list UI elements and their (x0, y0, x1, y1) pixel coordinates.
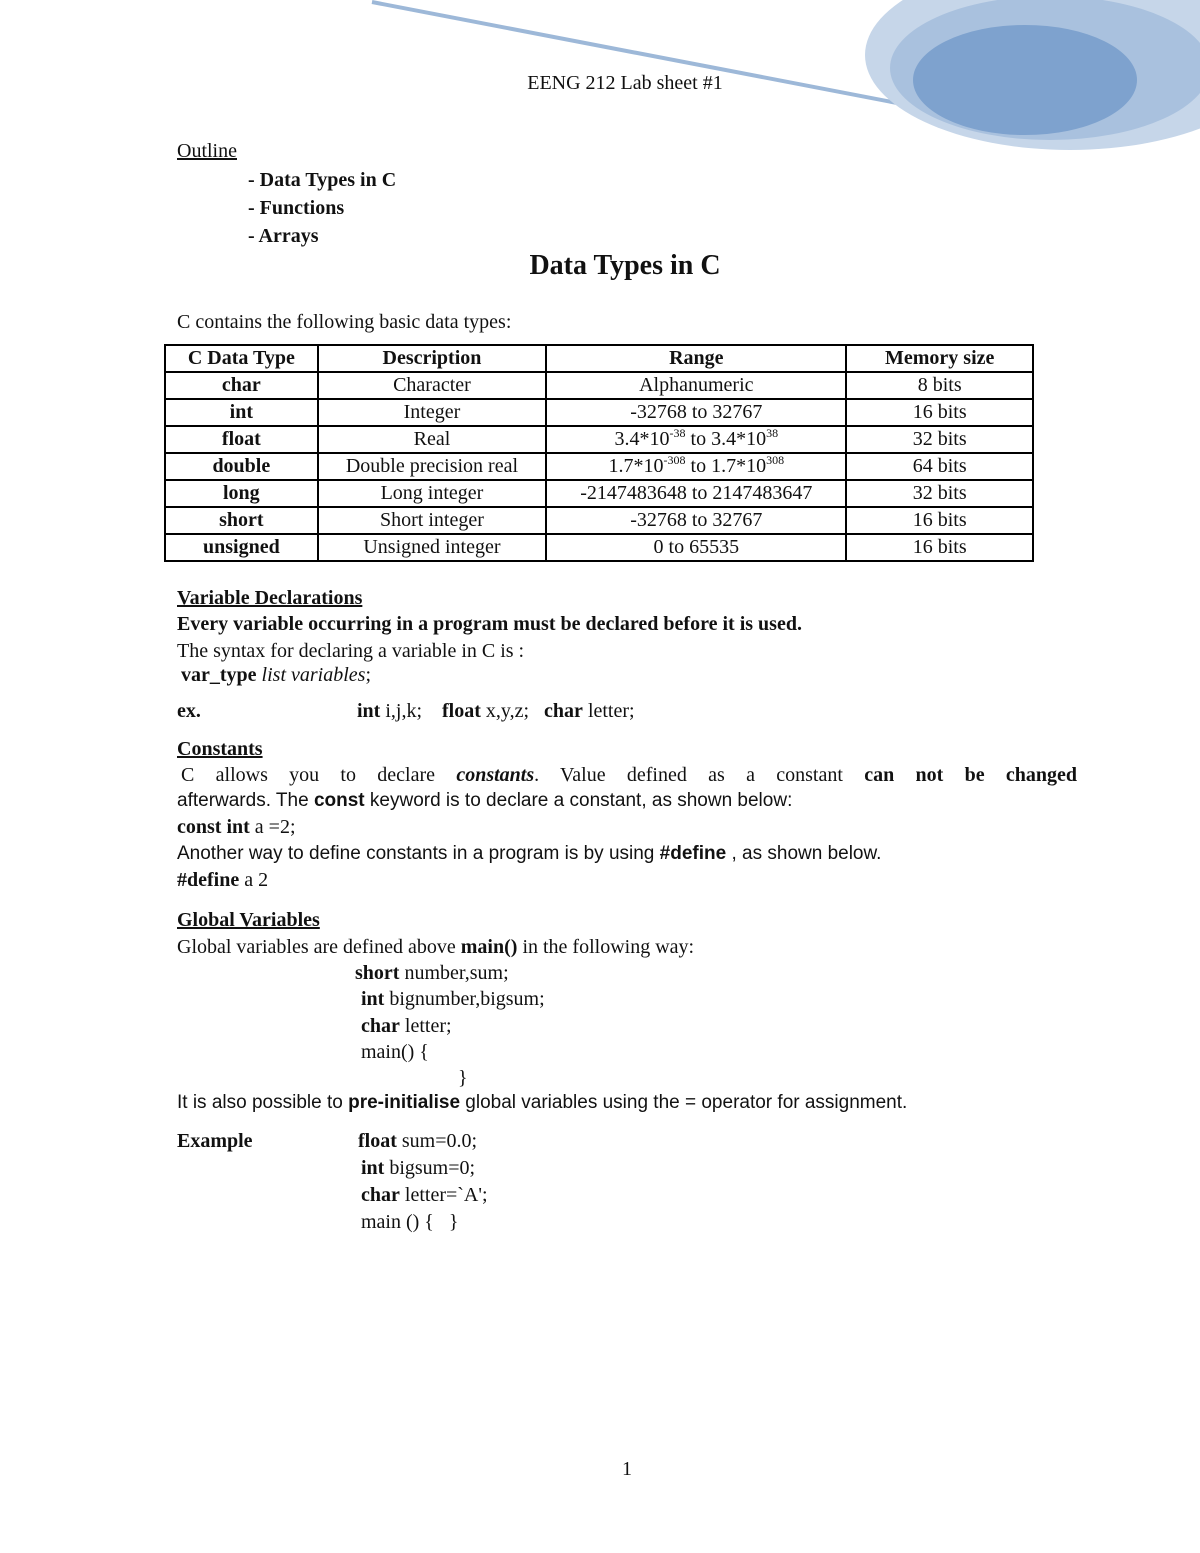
code-text: x,y,z; (480, 700, 530, 722)
outline-item: - Data Types in C (248, 169, 397, 191)
table-row (165, 426, 1033, 453)
cell-range: -32768 to 32767 (546, 507, 846, 534)
constants-paragraph-line2 (177, 790, 792, 812)
code-keyword: float (442, 700, 481, 722)
cell-type: short (165, 507, 318, 534)
text-strong: pre-initialise (348, 1092, 461, 1113)
text: Another way to define constants in a program is by using (177, 843, 655, 864)
code-text: letter; (399, 1015, 452, 1037)
range-mid: to 1.7*10 (685, 455, 767, 477)
cell-size: 8 bits (846, 372, 1033, 399)
code-keyword: char (361, 1184, 400, 1206)
code-text: } (458, 1067, 468, 1089)
syntax-keyword: var_type (181, 664, 257, 686)
code-text: sum=0.0; (396, 1130, 478, 1152)
syntax-variables: list variables (261, 664, 366, 686)
table-row (165, 372, 1033, 399)
text-strong: can not be changed (864, 764, 1078, 786)
cell-type: long (165, 480, 318, 507)
code-keyword: int (361, 988, 385, 1010)
cell-size: 16 bits (846, 534, 1033, 561)
code-keyword: int (361, 1157, 385, 1179)
range-exponent: 38 (766, 426, 779, 440)
constants-paragraph-line1 (181, 764, 1077, 787)
cell-range (546, 453, 846, 480)
cell-size: 16 bits (846, 399, 1033, 426)
define-code-line (177, 869, 268, 892)
text: Global variables are defined above (177, 936, 456, 958)
example-heading: Example (177, 1130, 253, 1152)
page-number: 1 (622, 1458, 632, 1480)
cell-description: Character (318, 372, 546, 399)
constants-heading: Constants (177, 738, 263, 760)
table-row (165, 453, 1033, 480)
code-line (361, 1041, 429, 1064)
text: , as shown below. (731, 843, 882, 864)
code-line (458, 1067, 468, 1090)
code-keyword: main() (460, 936, 518, 958)
outline-item: - Arrays (248, 225, 319, 247)
table-row (165, 480, 1033, 507)
outline-item: - Functions (248, 197, 345, 219)
global-variables-intro (177, 936, 694, 959)
text: in the following way: (517, 936, 695, 958)
cell-description: Double precision real (318, 453, 546, 480)
cell-range: Alphanumeric (546, 372, 846, 399)
code-keyword: float (358, 1130, 397, 1152)
outline-label: Outline (177, 140, 237, 162)
code-text: bignumber,bigsum; (384, 988, 545, 1010)
code-line (355, 962, 509, 985)
code-keyword: char (544, 700, 583, 722)
code-text: main() { (361, 1041, 429, 1063)
code-line (361, 1015, 452, 1038)
text: afterwards. The (177, 790, 309, 811)
code-text: number,sum; (399, 962, 509, 984)
range-exponent: -38 (669, 426, 686, 440)
cell-size: 32 bits (846, 480, 1033, 507)
cell-description: Short integer (318, 507, 546, 534)
table-row (165, 399, 1033, 426)
cell-type: unsigned (165, 534, 318, 561)
code-text: main () { } (361, 1211, 459, 1233)
outline-list (248, 166, 396, 250)
cell-range: 0 to 65535 (546, 534, 846, 561)
code-keyword: #define (177, 869, 240, 891)
code-text: bigsum=0; (384, 1157, 476, 1179)
intro-text: C contains the following basic data types: (177, 311, 512, 333)
table-row (165, 534, 1033, 561)
data-types-table (164, 344, 1034, 562)
range-exponent: -308 (663, 453, 686, 467)
table-row (165, 507, 1033, 534)
text-emphasis: constants (456, 764, 535, 786)
text: . Value defined as a constant (534, 764, 843, 786)
table-header-row (165, 345, 1033, 372)
range-base: 3.4*10 (614, 428, 670, 450)
const-code-line (177, 816, 296, 839)
cell-size: 16 bits (846, 507, 1033, 534)
code-text: a 2 (239, 869, 269, 891)
example-label: ex. (177, 700, 201, 722)
text: keyword is to declare a constant, as shown below: (369, 790, 793, 811)
cell-range (546, 426, 846, 453)
cell-range: -32768 to 32767 (546, 399, 846, 426)
code-keyword: char (361, 1015, 400, 1037)
code-line (361, 1184, 488, 1207)
column-header: Memory size (846, 345, 1033, 372)
header-title: EENG 212 Lab sheet #1 (527, 72, 723, 94)
column-header: Description (318, 345, 546, 372)
code-text: i,j,k; (380, 700, 423, 722)
code-keyword: #define (659, 843, 727, 864)
range-mid: to 3.4*10 (685, 428, 767, 450)
cell-type: char (165, 372, 318, 399)
code-line (361, 988, 545, 1011)
variable-declarations-heading: Variable Declarations (177, 587, 363, 609)
code-text: letter=`A'; (399, 1184, 488, 1206)
cell-range: -2147483648 to 2147483647 (546, 480, 846, 507)
cell-size: 32 bits (846, 426, 1033, 453)
column-header: Range (546, 345, 846, 372)
text: C allows you to declare (181, 764, 436, 786)
cell-type: double (165, 453, 318, 480)
range-base: 1.7*10 (608, 455, 664, 477)
syntax-line (181, 664, 371, 687)
code-line (358, 1130, 477, 1153)
cell-description: Unsigned integer (318, 534, 546, 561)
variable-declarations-rule: Every variable occurring in a program must be declared before it is used. (177, 613, 802, 635)
code-line (361, 1211, 459, 1234)
code-text: letter; (582, 700, 635, 722)
column-header: C Data Type (165, 345, 318, 372)
section-title: Data Types in C (529, 250, 721, 281)
code-keyword: const (313, 790, 365, 811)
cell-description: Integer (318, 399, 546, 426)
cell-description: Long integer (318, 480, 546, 507)
declaration-example (357, 700, 635, 723)
code-keyword: int (357, 700, 381, 722)
syntax-intro: The syntax for declaring a variable in C is : (177, 640, 525, 662)
define-paragraph (177, 843, 881, 865)
text: It is also possible to (177, 1092, 343, 1113)
code-keyword: const int (177, 816, 250, 838)
pre-initialise-paragraph (177, 1092, 907, 1114)
cell-description: Real (318, 426, 546, 453)
range-exponent: 308 (766, 453, 785, 467)
global-variables-heading: Global Variables (177, 909, 320, 931)
cell-size: 64 bits (846, 453, 1033, 480)
text: global variables using the = operator for assignment. (460, 1092, 908, 1113)
code-keyword: short (355, 962, 400, 984)
code-text: a =2; (249, 816, 296, 838)
syntax-terminator: ; (365, 664, 371, 686)
code-line (361, 1157, 475, 1180)
cell-type: float (165, 426, 318, 453)
cell-type: int (165, 399, 318, 426)
